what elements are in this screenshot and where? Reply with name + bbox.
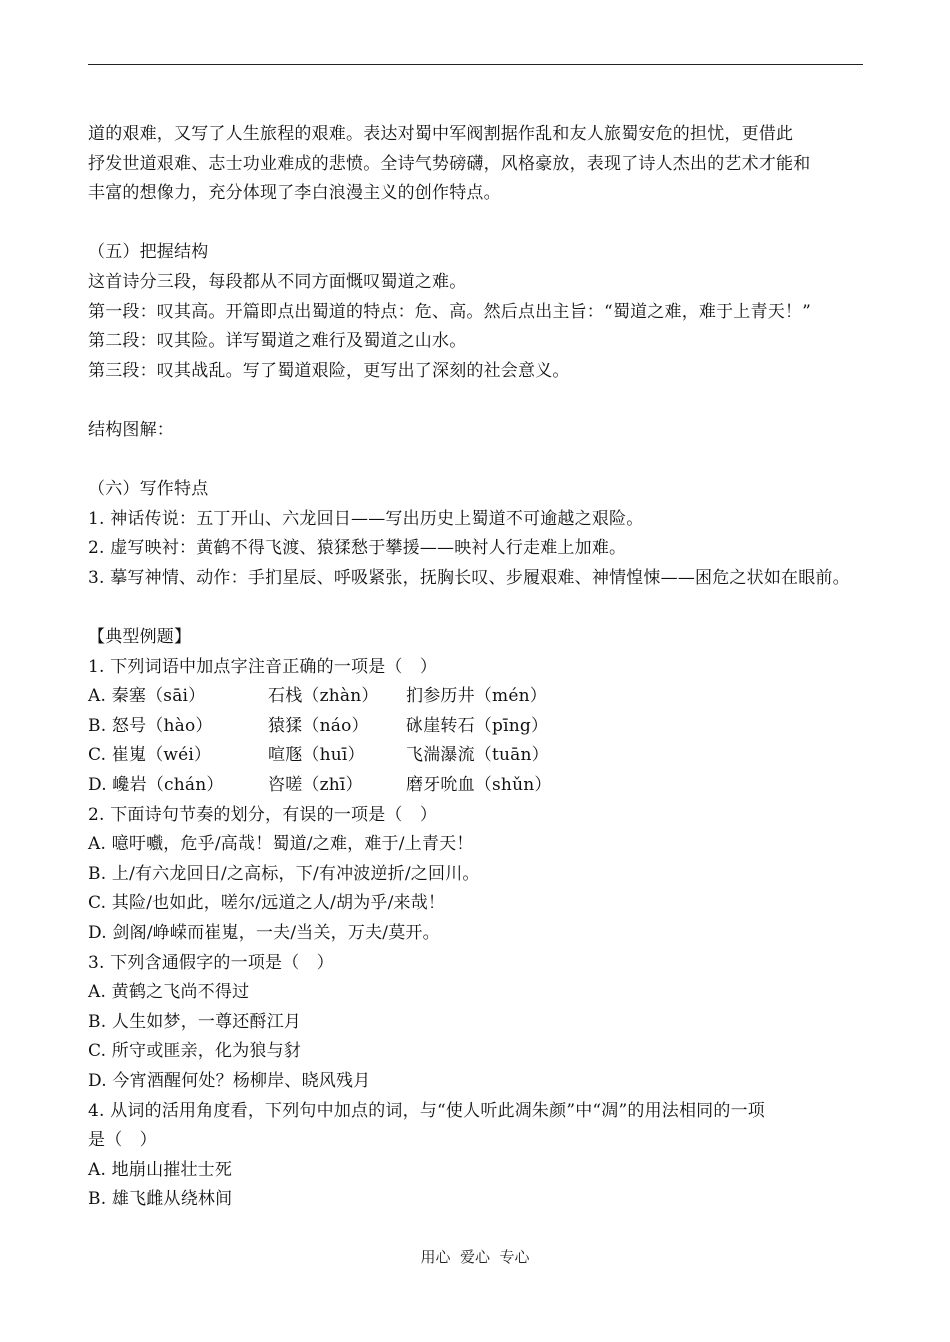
- section-heading: （六）写作特点: [88, 479, 209, 500]
- answer-option: B. 人生如梦，一尊还酹江月: [88, 1011, 302, 1032]
- option-text: 磨牙吮血（shǔn）: [406, 775, 552, 796]
- structure-line: 第一段：叹其高。开篇即点出蜀道的特点：危、高。然后点出主旨：“蜀道之难，难于上青天！”: [88, 301, 811, 322]
- header-rule: [88, 64, 863, 65]
- answer-option: D. 今宵酒醒何处？杨柳岸、晓风残月: [88, 1071, 371, 1091]
- answer-option: [88, 682, 878, 712]
- spacer: [88, 209, 878, 239]
- option-text: 石栈（zhàn）: [268, 686, 379, 707]
- question-4: [88, 1097, 878, 1215]
- option-text: A. 秦塞（sāi）: [88, 686, 206, 707]
- structure-line: 这首诗分三段，每段都从不同方面慨叹蜀道之难。: [88, 271, 467, 292]
- page-footer: 用心 爱心 专心: [420, 1248, 530, 1266]
- question-3: [88, 949, 878, 1097]
- option-text: B. 怒号（hào）: [88, 715, 213, 736]
- examples-section: [88, 623, 878, 1215]
- answer-option: C. 其险/也如此，嗟尔/远道之人/胡为乎/来哉！: [88, 893, 446, 914]
- answer-option: A. 黄鹤之飞尚不得过: [88, 982, 250, 1003]
- answer-option: A. 噫吁嚱，危乎/高哉！蜀道/之难，难于/上青天！: [88, 834, 474, 855]
- option-text: 飞湍瀑流（tuān）: [406, 745, 549, 766]
- structure-line: 第二段：叹其险。详写蜀道之难行及蜀道之山水。: [88, 331, 467, 352]
- writing-section: [88, 475, 878, 593]
- option-text: 猿猱（náo）: [268, 715, 369, 736]
- writing-line: 3. 摹写神情、动作：手扪星辰、呼吸紧张，抚胸长叹、步履艰难、神情惶悚——困危之状如在眼前。: [88, 567, 850, 588]
- intro-paragraph: [88, 120, 878, 209]
- option-text: D. 巉岩（chán）: [88, 775, 224, 796]
- intro-line: 丰富的想像力，充分体现了李白浪漫主义的创作特点。: [88, 183, 501, 204]
- option-text: C. 崔嵬（wéi）: [88, 745, 212, 766]
- spacer: [88, 386, 878, 416]
- option-text: 扪参历井（mén）: [406, 686, 547, 707]
- question-stem: 3. 下列含通假字的一项是（ ）: [88, 952, 334, 973]
- answer-option: [88, 771, 878, 801]
- question-1: [88, 653, 878, 801]
- spacer: [88, 446, 878, 476]
- question-stem: 1. 下列词语中加点字注音正确的一项是（ ）: [88, 656, 438, 677]
- answer-option: D. 剑阁/峥嵘而崔嵬，一夫/当关，万夫/莫开。: [88, 923, 440, 944]
- spacer: [88, 594, 878, 624]
- answer-option: [88, 741, 878, 771]
- intro-line: 道的艰难，又写了人生旅程的艰难。表达对蜀中军阀割据作乱和友人旅蜀安危的担忧，更借此: [88, 124, 794, 144]
- answer-option: B. 雄飞雌从绕林间: [88, 1189, 233, 1210]
- structure-line: 第三段：叹其战乱。写了蜀道艰险，更写出了深刻的社会意义。: [88, 360, 570, 381]
- writing-line: 1. 神话传说：五丁开山、六龙回日——写出历史上蜀道不可逾越之艰险。: [88, 508, 644, 529]
- intro-line: 抒发世道艰难、志士功业难成的悲愤。全诗气势磅礴，风格豪放，表现了诗人杰出的艺术才能和: [88, 153, 811, 174]
- option-text: 咨嗟（zhī）: [268, 775, 363, 796]
- answer-option: C. 所守或匪亲，化为狼与豺: [88, 1041, 302, 1062]
- question-stem: 2. 下面诗句节奏的划分，有误的一项是（ ）: [88, 804, 438, 825]
- question-2: [88, 801, 878, 949]
- question-stem: 4. 从词的活用角度看，下列句中加点的词，与“使人听此凋朱颜”中“凋”的用法相同的一项: [88, 1100, 765, 1121]
- option-text: 砯崖转石（pīng）: [406, 715, 549, 736]
- writing-line: 2. 虚写映衬：黄鹤不得飞渡、猿猱愁于攀援——映衬人行走难上加难。: [88, 538, 627, 559]
- document-body: [88, 120, 878, 1215]
- answer-option: A. 地崩山摧壮士死: [88, 1159, 233, 1180]
- question-stem: 是（ ）: [88, 1130, 157, 1151]
- section-heading: 【典型例题】: [88, 627, 192, 648]
- diagram-label: 结构图解：: [88, 419, 174, 440]
- answer-option: B. 上/有六龙回日/之高标，下/有冲波逆折/之回川。: [88, 863, 480, 884]
- answer-option: [88, 712, 878, 742]
- section-heading: （五）把握结构: [88, 242, 209, 263]
- structure-section: [88, 238, 878, 386]
- option-text: 喧豗（huī）: [268, 745, 365, 766]
